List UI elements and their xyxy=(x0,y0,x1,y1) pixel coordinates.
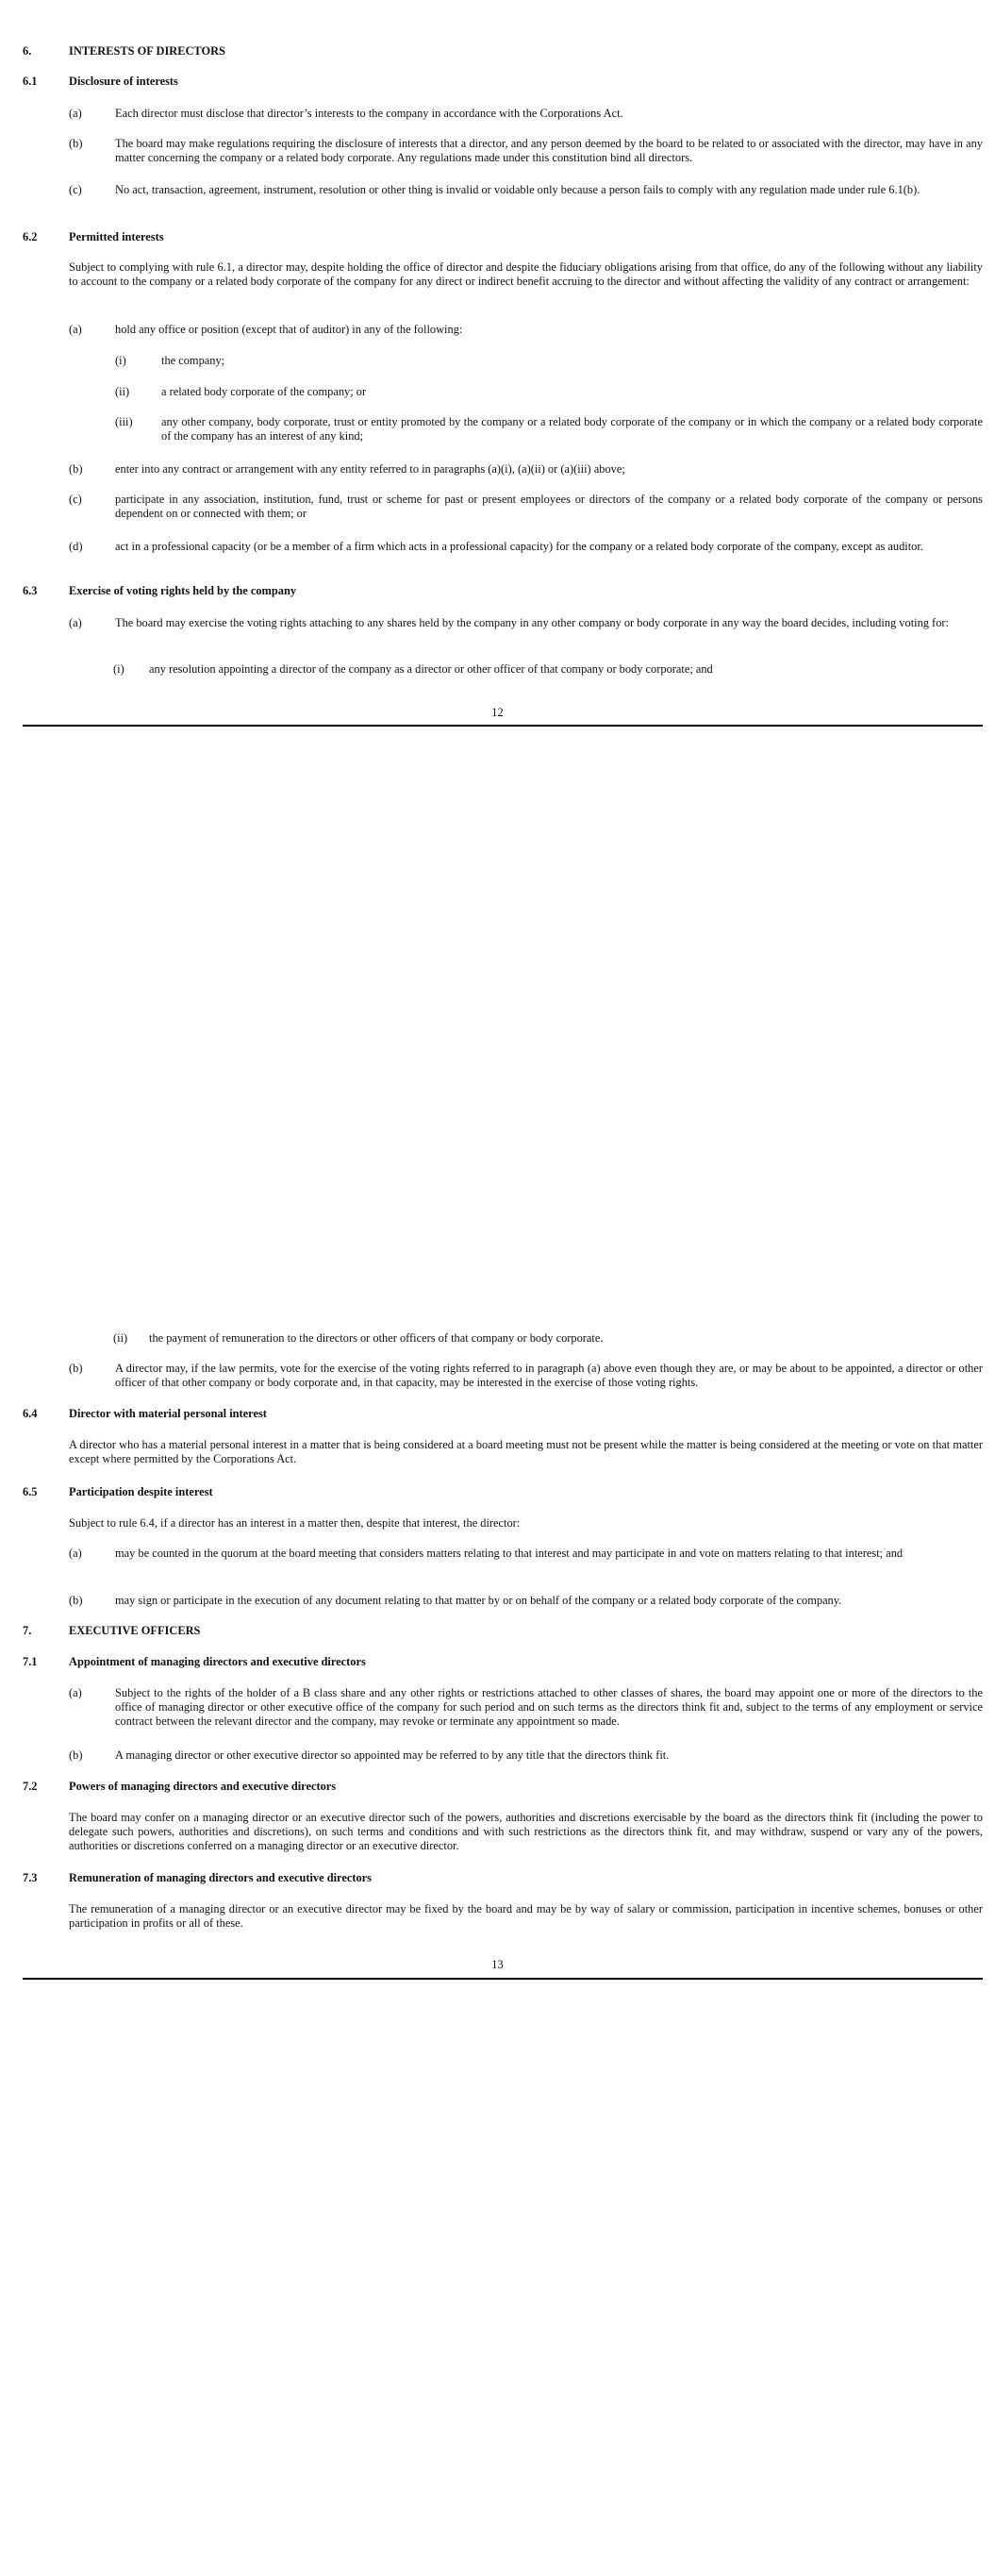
clause-label: (b) xyxy=(69,462,83,476)
section-6-4-number: 6.4 xyxy=(23,1407,38,1420)
section-7-1-number: 7.1 xyxy=(23,1655,38,1668)
section-6-number: 6. xyxy=(23,44,32,58)
section-body-text: The board may confer on a managing director or an executive director such of the powers, authorities and discretions exercisable by the board as the directors think fit (including the power to delegate such powers, authorities and discretions), on such terms and conditions and with such restrictions as the directors think fit, and may withdraw, suspend or vary any of the powers, authorities or discretions conferred on a managing director or an executive director. xyxy=(69,1811,983,1852)
clause-label: (a) xyxy=(69,107,82,120)
clause-text: participate in any association, institution, fund, trust or scheme for past or present employees or directors of the company or a related body corporate of the company or persons dependent on or connected with them; or xyxy=(115,493,983,520)
section-7-heading: EXECUTIVE OFFICERS xyxy=(69,1624,201,1637)
section-intro-text: Subject to complying with rule 6.1, a director may, despite holding the office of director and despite the fiduciary obligations arising from that office, do any of the following without any liability to account to the company or a related body corporate of the company for any direct or indirect benefit accruing to the director and without affecting the validity of any contract or arrangement: xyxy=(69,260,983,288)
clause-text: hold any office or position (except that of auditor) in any of the following: xyxy=(115,323,463,336)
clause-text: The board may make regulations requiring the disclosure of interests that a director, and any person deemed by the board to be related to or associated with the director, may have in any matter concerning the company or a related body corporate. Any regulations made under this constitution bind all directors. xyxy=(115,137,983,164)
subclause-label: (i) xyxy=(115,354,126,367)
clause-text: A managing director or other executive director so appointed may be referred to by any title that the directors think fit. xyxy=(115,1748,670,1762)
subclause-text: a related body corporate of the company; or xyxy=(161,385,367,398)
section-6-2-heading: Permitted interests xyxy=(69,230,164,243)
section-7-1-heading: Appointment of managing directors and executive directors xyxy=(69,1655,366,1668)
clause-label: (b) xyxy=(69,1594,83,1607)
clause-label: (a) xyxy=(69,1686,82,1699)
clause-text: enter into any contract or arrangement with any entity referred to in paragraphs (a)(i), (a)(ii) or (a)(iii) above; xyxy=(115,462,625,476)
clause-label: (b) xyxy=(69,1362,83,1375)
subclause-label: (i) xyxy=(113,662,124,676)
subclause-text: any resolution appointing a director of the company as a director or other officer of that company or body corporate; and xyxy=(149,662,713,676)
subclause-label: (ii) xyxy=(115,385,130,398)
section-6-3-number: 6.3 xyxy=(23,584,38,597)
page-divider xyxy=(23,725,983,727)
section-7-number: 7. xyxy=(23,1624,32,1637)
clause-label: (c) xyxy=(69,183,82,196)
clause-label: (d) xyxy=(69,540,83,553)
section-7-3-number: 7.3 xyxy=(23,1871,38,1884)
clause-label: (a) xyxy=(69,1547,82,1560)
section-6-5-number: 6.5 xyxy=(23,1485,38,1498)
section-6-heading: INTERESTS OF DIRECTORS xyxy=(69,44,225,58)
page-divider xyxy=(23,1978,983,1980)
clause-label: (b) xyxy=(69,137,83,150)
clause-label: (a) xyxy=(69,323,82,336)
subclause-text: any other company, body corporate, trust or entity promoted by the company or a related body corporate of the company or in which the company or a related body corporate of the company has an interest of any kind; xyxy=(161,415,983,443)
section-7-2-heading: Powers of managing directors and executive directors xyxy=(69,1780,337,1793)
clause-label: (a) xyxy=(69,616,82,629)
clause-text: Subject to the rights of the holder of a B class share and any other rights or restrictions attached to other classes of shares, the board may appoint one or more of the directors to the office of managing director or other executive office of the company for such period and on such terms as the directors think fit and, subject to the terms of any employment or service contract between the relevant director and the company, may revoke or terminate any appointment so made. xyxy=(115,1686,983,1728)
section-intro-text: Subject to rule 6.4, if a director has an interest in a matter then, despite that interest, the director: xyxy=(69,1516,521,1530)
section-body-text: A director who has a material personal interest in a matter that is being considered at a board meeting must not be present while the matter is being considered at the meeting or vote on that matter except where permitted by the Corporations Act. xyxy=(69,1438,983,1465)
section-7-2-number: 7.2 xyxy=(23,1780,38,1793)
clause-text: act in a professional capacity (or be a member of a firm which acts in a professional capacity) for the company or a related body corporate of the company, except as auditor. xyxy=(115,540,923,553)
clause-label: (b) xyxy=(69,1748,83,1762)
section-6-5-heading: Participation despite interest xyxy=(69,1485,213,1498)
clause-text: may be counted in the quorum at the board meeting that considers matters relating to that interest and may participate in and vote on matters relating to that interest; and xyxy=(115,1547,904,1560)
section-7-3-heading: Remuneration of managing directors and executive directors xyxy=(69,1871,372,1884)
clause-text: No act, transaction, agreement, instrument, resolution or other thing is invalid or voidable only because a person fails to comply with any regulation made under rule 6.1(b). xyxy=(115,183,920,196)
page-number: 12 xyxy=(491,706,504,719)
subclause-text: the payment of remuneration to the directors or other officers of that company or body corporate. xyxy=(149,1331,604,1345)
section-6-1-number: 6.1 xyxy=(23,75,38,88)
section-6-4-heading: Director with material personal interest xyxy=(69,1407,267,1420)
clause-text: A director may, if the law permits, vote for the exercise of the voting rights referred to in paragraph (a) above even though they are, or may be about to be appointed, a director or other officer of that other company or body corporate and, in that capacity, may be interested in the exercise of those voting rights. xyxy=(115,1362,983,1389)
page-number: 13 xyxy=(491,1958,504,1971)
section-6-1-heading: Disclosure of interests xyxy=(69,75,178,88)
subclause-text: the company; xyxy=(161,354,225,367)
subclause-label: (ii) xyxy=(113,1331,128,1345)
section-body-text: The remuneration of a managing director or an executive director may be fixed by the board and may be by way of salary or commission, participation in incentive schemes, bonuses or other participation in profits or all of these. xyxy=(69,1902,983,1930)
section-6-3-heading: Exercise of voting rights held by the company xyxy=(69,584,297,597)
clause-text: The board may exercise the voting rights attaching to any shares held by the company in any other company or body corporate in any way the board decides, including voting for: xyxy=(115,616,949,629)
subclause-label: (iii) xyxy=(115,415,133,428)
clause-text: may sign or participate in the execution of any document relating to that matter by or on behalf of the company or a related body corporate of the company. xyxy=(115,1594,842,1607)
clause-text: Each director must disclose that director’s interests to the company in accordance with the Corporations Act. xyxy=(115,107,623,120)
clause-label: (c) xyxy=(69,493,82,506)
section-6-2-number: 6.2 xyxy=(23,230,38,243)
